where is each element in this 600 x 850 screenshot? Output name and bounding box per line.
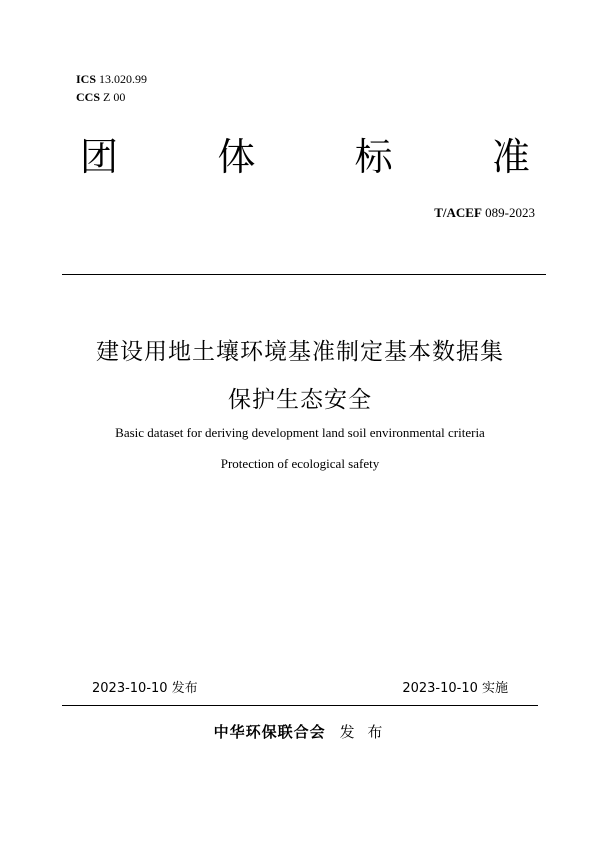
standard-type-char: 准: [491, 135, 530, 179]
ics-label: ICS: [76, 72, 97, 86]
ccs-code: [76, 88, 147, 106]
chinese-title-line-2: 保护生态安全: [228, 387, 372, 413]
chinese-title-line-1: 建设用地土壤环境基准制定基本数据集: [96, 339, 504, 365]
standard-type-char: 体: [217, 135, 256, 179]
standard-number-prefix: T/ACEF: [434, 205, 482, 220]
ics-value: 13.020.99: [99, 72, 148, 86]
standard-type-heading: [80, 134, 530, 180]
standard-number: [434, 205, 535, 221]
standard-number-value: 089-2023: [485, 205, 535, 220]
publisher-organization: 中华环保联合会: [213, 723, 326, 741]
standard-type-char: 团: [80, 135, 119, 179]
ccs-value: Z 00: [103, 90, 126, 104]
standard-type-char: 标: [354, 135, 393, 179]
classification-codes: [76, 70, 147, 106]
english-title-line-2: Protection of ecological safety: [220, 456, 380, 471]
top-divider: [62, 274, 546, 275]
release-date: 2023-10-10 发布: [92, 681, 198, 696]
ics-code: [76, 70, 147, 88]
publisher-line: [0, 721, 600, 742]
implementation-date: 2023-10-10 实施: [402, 681, 508, 696]
publisher-action: 发 布: [339, 723, 387, 741]
ccs-label: CCS: [76, 90, 101, 104]
english-title-line-1: Basic dataset for deriving development land soil environmental criteria: [115, 425, 485, 440]
bottom-divider: [62, 705, 538, 706]
